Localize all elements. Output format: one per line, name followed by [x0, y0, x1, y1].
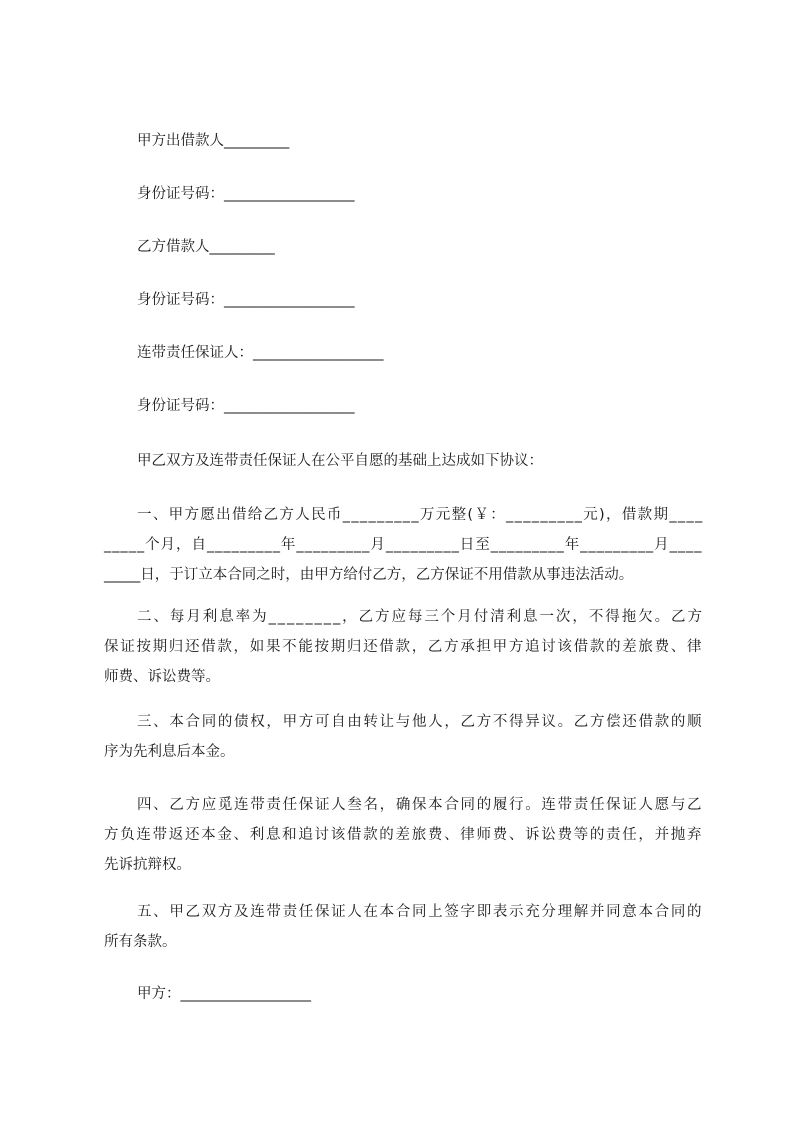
guarantor-blank: __________________ — [253, 345, 384, 361]
intro-paragraph — [137, 451, 543, 471]
clause-1-line: _____个月，自_________年_________月_________日至_________年_________月____ — [104, 537, 703, 553]
clause-3 — [104, 707, 702, 767]
lender-label: 甲方出借款人 — [137, 133, 224, 149]
clause-5-line: 五、甲乙双方及连带责任保证人在本合同上签字即表示充分理解并同意本合同的 — [137, 904, 704, 920]
clause-2 — [104, 602, 702, 692]
lender-id-label: 身份证号码： — [137, 186, 224, 202]
lender-id-field — [137, 184, 355, 204]
intro-text: 甲乙双方及连带责任保证人在公平自愿的基础上达成如下协议： — [137, 453, 543, 469]
clause-2-line: 保证按期归还借款，如果不能按期归还借款，乙方承担甲方追讨该借款的差旅费、律 — [104, 639, 704, 655]
guarantor-id-label: 身份证号码： — [137, 398, 224, 414]
borrower-id-field — [137, 290, 355, 310]
signature-blank: __________________ — [180, 986, 311, 1002]
clause-3-line: 序为先利息后本金。 — [104, 744, 235, 760]
clause-2-line: 师费、诉讼费等。 — [104, 669, 220, 685]
clause-5-line: 所有条款。 — [104, 934, 177, 950]
guarantor-label: 连带责任保证人： — [137, 345, 253, 361]
clause-2-line: 二、每月利息率为________，乙方应每三个月付清利息一次，不得拖欠。乙方 — [137, 609, 704, 625]
guarantor-id-blank: __________________ — [224, 398, 355, 414]
clause-3-line: 三、本合同的债权，甲方可自由转让与他人，乙方不得异议。乙方偿还借款的顺 — [137, 714, 704, 730]
clause-4-line: 方负连带返还本金、利息和追讨该借款的差旅费、律师费、诉讼费等的责任，并抛弃 — [104, 827, 704, 843]
lender-field — [137, 131, 289, 151]
borrower-id-label: 身份证号码： — [137, 292, 224, 308]
clause-4-line: 四、乙方应觅连带责任保证人叁名，确保本合同的履行。连带责任保证人愿与乙 — [137, 797, 704, 813]
borrower-id-blank: __________________ — [224, 292, 355, 308]
borrower-field — [137, 237, 275, 257]
guarantor-field — [137, 343, 384, 363]
lender-id-blank: __________________ — [224, 186, 355, 202]
borrower-label: 乙方借款人 — [137, 239, 210, 255]
clause-1 — [104, 500, 702, 590]
borrower-blank: _________ — [209, 239, 275, 255]
clause-1-line: 一、甲方愿出借给乙方人民币_________万元整(￥：_________元)，借款期____ — [137, 507, 704, 523]
signature-label: 甲方： — [137, 986, 181, 1002]
guarantor-id-field — [137, 396, 355, 416]
signature-field — [137, 984, 311, 1004]
clause-4-line: 先诉抗辩权。 — [104, 857, 191, 873]
clause-5 — [104, 897, 702, 957]
clause-4 — [104, 790, 702, 880]
clause-1-line: _____日，于订立本合同之时，由甲方给付乙方，乙方保证不用借款从事违法活动。 — [104, 567, 634, 583]
lender-blank: _________ — [224, 133, 290, 149]
